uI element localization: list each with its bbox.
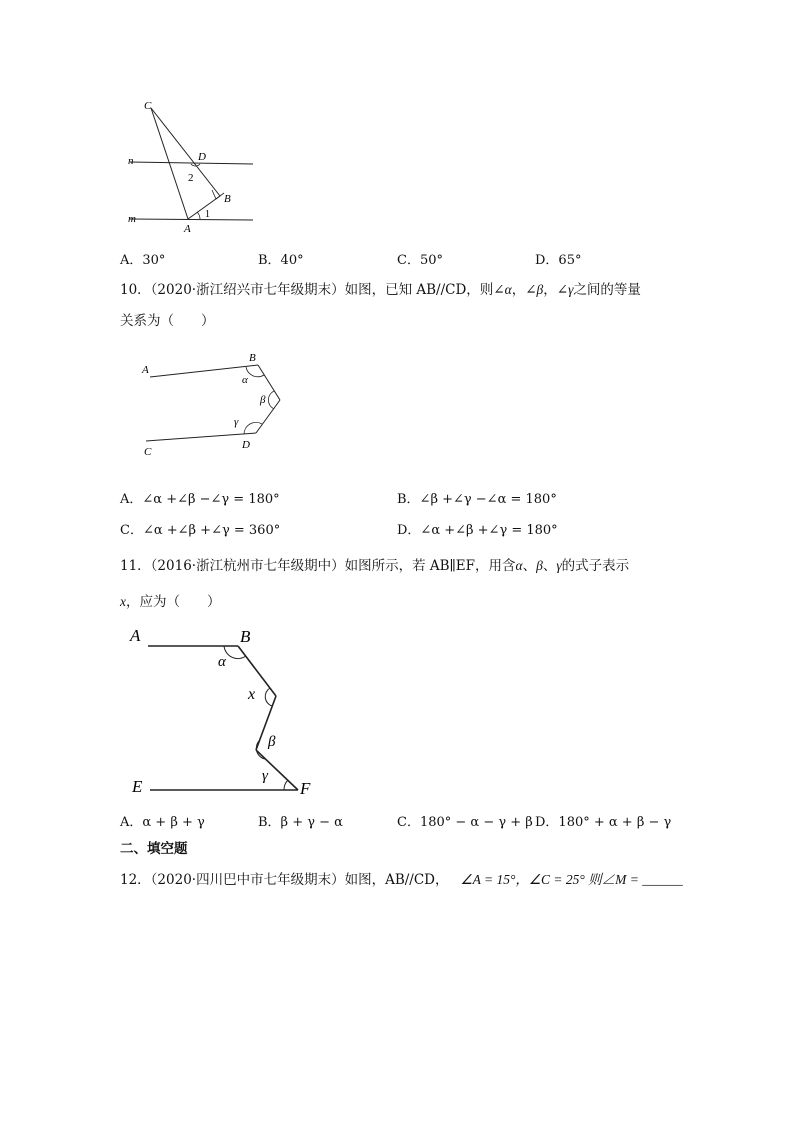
q11-label-B: B — [240, 627, 251, 646]
q11-x: x — [120, 594, 126, 609]
q10-gamma: γ — [568, 282, 574, 297]
q11-sep2: 、 — [542, 558, 557, 574]
q11-label-F: F — [300, 779, 311, 798]
q9-option-b[interactable]: B．40° — [258, 253, 304, 268]
q9-label-B: B — [224, 193, 231, 205]
q9-label-n: n — [128, 155, 134, 167]
q11-label-alpha: α — [218, 654, 226, 670]
q9-label-2: 2 — [188, 172, 194, 184]
q9-label-C: C — [144, 100, 152, 112]
q11-option-c[interactable]: C．180° − α − γ + β — [397, 815, 533, 830]
q9-option-c[interactable]: C．50° — [397, 253, 443, 268]
q11-label-E: E — [132, 777, 143, 796]
q10-label-C: C — [144, 446, 152, 458]
q9-label-A: A — [184, 223, 191, 235]
q9-label-D: D — [198, 151, 206, 163]
q9-option-d[interactable]: D．65° — [535, 253, 582, 268]
q11-question-line2 — [120, 593, 221, 611]
q11-gamma: γ — [556, 558, 562, 573]
q11-label-gamma: γ — [262, 768, 268, 784]
q9-option-a[interactable]: A．30° — [120, 253, 166, 268]
q11-alpha: α — [515, 558, 523, 573]
q10-beta: β — [536, 282, 544, 297]
q12-question — [120, 871, 683, 889]
q11-option-d[interactable]: D．180° + α + β − γ — [535, 815, 672, 830]
q11-prefix: 11．（2016·浙江杭州市七年级期中）如图所示，若 AB∥EF，用含 — [120, 558, 516, 574]
q9-label-m: m — [128, 213, 136, 225]
q10-label-D: D — [242, 439, 250, 451]
q10-label-gamma: γ — [234, 416, 239, 428]
q11-sep1: 、 — [522, 558, 537, 574]
q10-prefix: 10．（2020·浙江绍兴市七年级期末）如图，已知 AB//CD，则∠ — [120, 282, 505, 298]
q11-label-A: A — [130, 626, 141, 645]
q10-option-d[interactable]: D．∠α +∠β +∠γ = 180° — [397, 523, 558, 538]
q11-question-line1 — [120, 557, 629, 575]
q11-label-x: x — [248, 686, 256, 703]
q10-sep1: ，∠ — [511, 282, 537, 298]
q10-option-b[interactable]: B．∠β +∠γ −∠α = 180° — [397, 492, 557, 507]
q11-option-b[interactable]: B．β + γ − α — [258, 815, 343, 830]
q12-prefix: 12．（2020·四川巴中市七年级期末）如图，AB//CD， — [120, 872, 449, 888]
q9-figure — [118, 96, 263, 236]
q10-option-c[interactable]: C．∠α +∠β +∠γ = 360° — [120, 523, 281, 538]
q10-alpha: α — [504, 282, 512, 297]
q11-suffix: 的式子表示 — [561, 558, 630, 574]
q11-line2-suffix: ，应为（ ） — [126, 594, 221, 610]
q11-option-a[interactable]: A．α + β + γ — [120, 815, 205, 830]
q11-beta: β — [536, 558, 543, 573]
q10-label-A: A — [142, 364, 149, 376]
q10-question-line1 — [120, 281, 641, 299]
q10-question-line2: 关系为（ ） — [120, 313, 215, 329]
q10-sep2: ，∠ — [543, 282, 569, 298]
q10-option-a[interactable]: A．∠α +∠β −∠γ = 180° — [120, 492, 280, 507]
q11-label-beta: β — [268, 734, 276, 750]
q11-figure — [128, 622, 328, 802]
q10-figure — [138, 345, 288, 460]
q9-label-1: 1 — [205, 209, 210, 220]
q10-label-alpha: α — [242, 374, 248, 386]
q10-label-beta: β — [260, 394, 266, 406]
q12-formula: ∠A = 15°，∠C = 25° 则∠M = ______ — [460, 872, 683, 887]
section-title: 二、填空题 — [120, 841, 188, 857]
q10-suffix: 之间的等量 — [573, 282, 641, 298]
q10-label-B: B — [249, 352, 256, 364]
